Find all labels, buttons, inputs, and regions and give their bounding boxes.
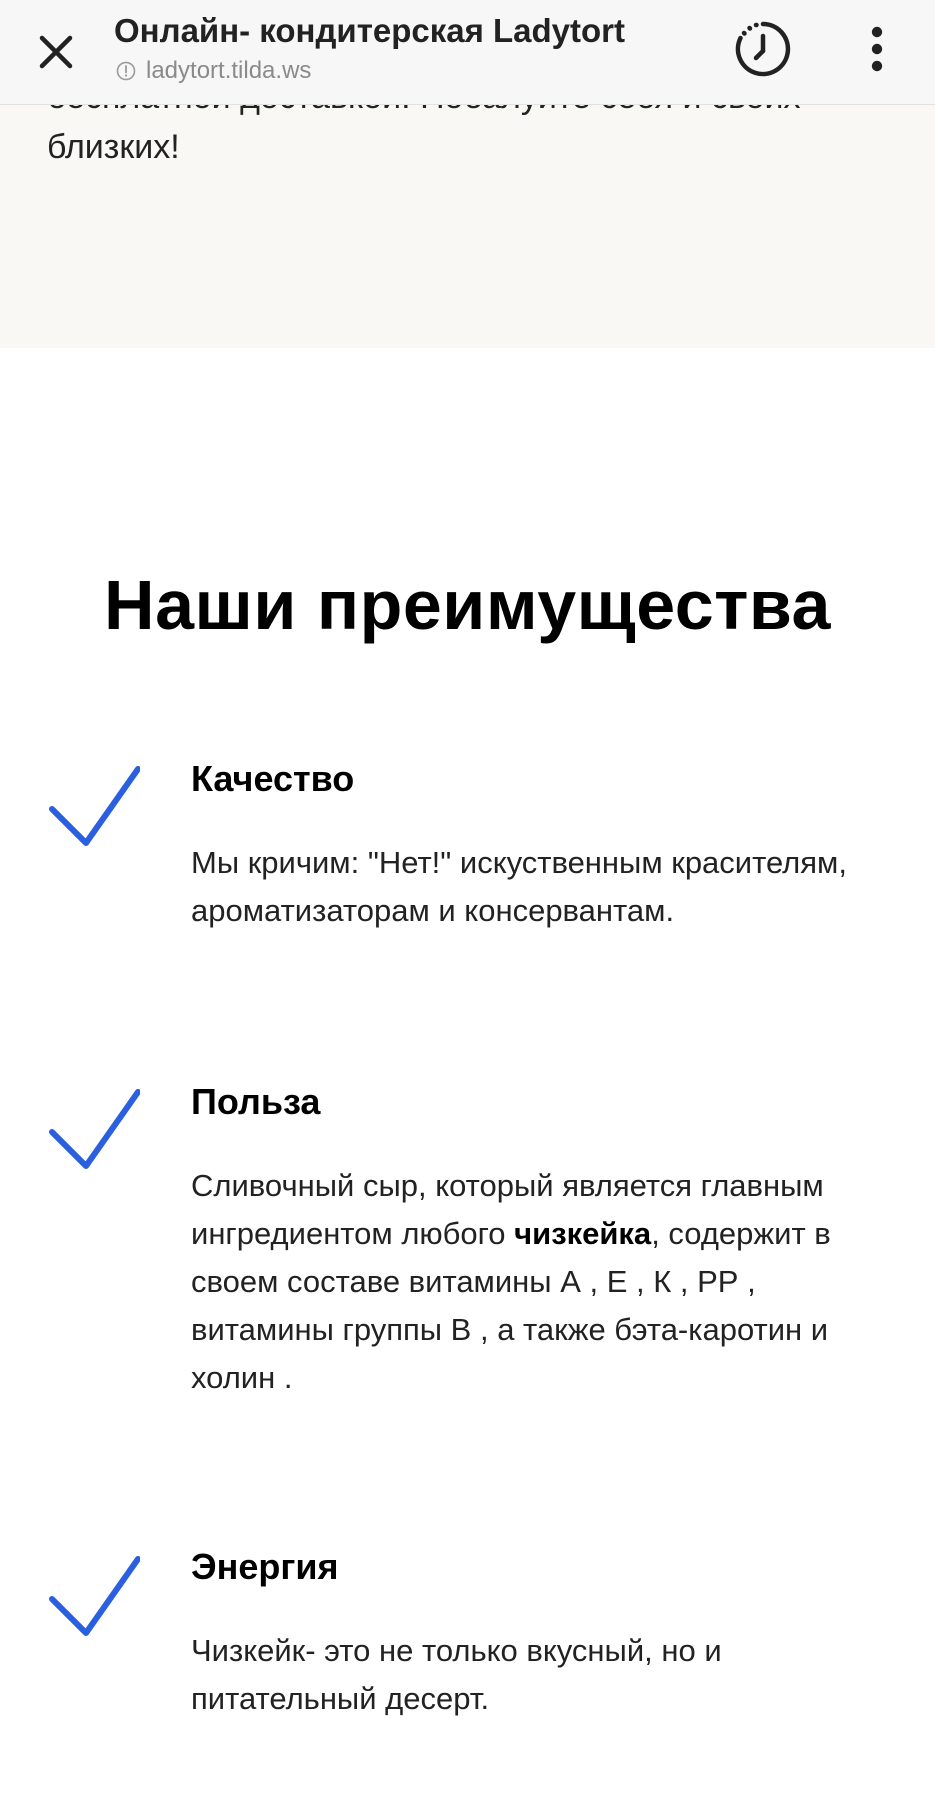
feature-text-part: , содержит в своем составе витамины А , Е , К , РР , витамины группы В , а также бэта-каротин и холин . xyxy=(191,1216,831,1395)
history-icon xyxy=(732,18,794,80)
browser-toolbar xyxy=(0,0,935,105)
feature-text: Чизкейк- это не только вкусный, но и питательный десерт. xyxy=(191,1633,722,1716)
feature-text: Мы кричим: "Нет!" искуственным красителям, ароматизаторам и консервантам. xyxy=(191,845,847,928)
info-icon xyxy=(116,61,136,81)
history-button[interactable] xyxy=(730,16,796,82)
page-url: ladytort.tilda.ws xyxy=(146,57,312,84)
more-menu-button[interactable] xyxy=(852,18,902,80)
more-vert-icon xyxy=(869,26,885,72)
page-title-block xyxy=(114,10,714,86)
close-button[interactable] xyxy=(26,22,86,82)
url-row[interactable] xyxy=(114,56,714,86)
feature-heading: Польза xyxy=(191,1081,321,1122)
advantages-title: Наши преимущества xyxy=(104,566,831,644)
checkmark-icon xyxy=(48,1086,140,1172)
feature-heading: Качество xyxy=(191,758,355,799)
page-title: Онлайн- кондитерская Ladytort xyxy=(114,12,626,49)
feature-heading: Энергия xyxy=(191,1546,339,1587)
feature-text-bold: чизкейка xyxy=(514,1216,652,1251)
feature-text-part: Сливочный сыр, который является главным ингредиентом любого xyxy=(191,1168,824,1251)
feature-text xyxy=(191,1162,891,1402)
close-icon xyxy=(37,33,75,71)
checkmark-icon xyxy=(48,763,140,849)
checkmark-icon xyxy=(48,1553,140,1639)
intro-last-line: близких! xyxy=(47,128,180,166)
